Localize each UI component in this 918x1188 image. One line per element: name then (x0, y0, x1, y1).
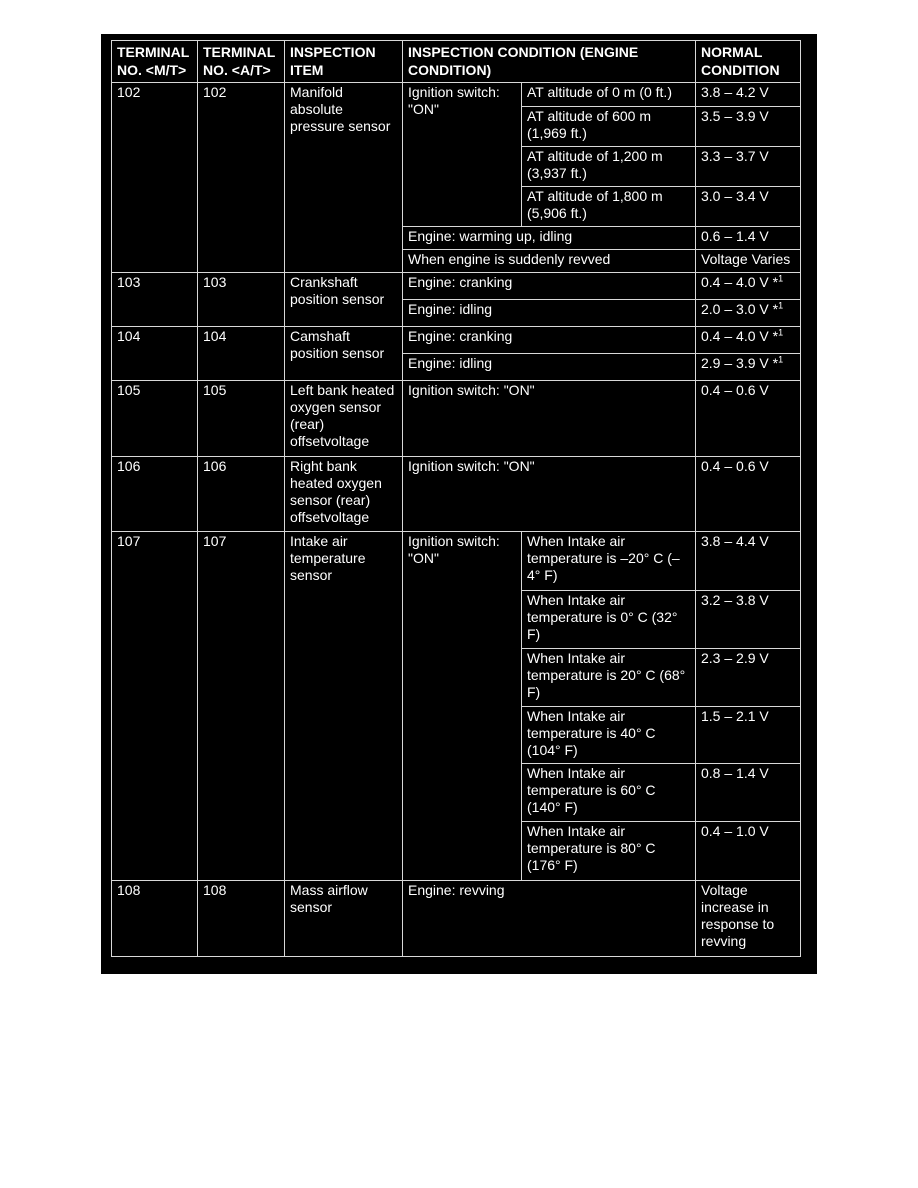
normal-value-cell: 3.0 – 3.4 V (696, 187, 801, 227)
terminal-mt-cell: 104 (112, 327, 198, 381)
terminal-at-cell: 104 (198, 327, 285, 381)
normal-value-cell: 0.8 – 1.4 V (696, 764, 801, 822)
inspection-condition-cell: When engine is suddenly revved (403, 250, 696, 273)
normal-value-cell: 1.5 – 2.1 V (696, 707, 801, 764)
terminal-mt-cell: 107 (112, 532, 198, 881)
terminal-mt-cell: 108 (112, 881, 198, 957)
normal-value-cell (696, 354, 801, 381)
inspection-item-cell: Right bank heated oxygen sensor (rear) offsetvoltage (285, 457, 403, 532)
table-row (112, 457, 801, 532)
table-header-row (112, 41, 801, 83)
inspection-item-cell: Mass airflow sensor (285, 881, 403, 957)
sub-condition-cell: When Intake air temperature is –20° C (–4° F) (522, 532, 696, 591)
footnote-marker: 1 (778, 354, 784, 365)
normal-value-text: 2.0 – 3.0 V * (701, 301, 779, 317)
normal-value-cell: 3.8 – 4.2 V (696, 83, 801, 107)
normal-value-text: 2.9 – 3.9 V * (701, 355, 779, 371)
terminal-at-cell: 108 (198, 881, 285, 957)
inspection-condition-cell: Ignition switch: "ON" (403, 457, 696, 532)
normal-value-cell (696, 300, 801, 327)
terminal-at-cell: 103 (198, 273, 285, 327)
normal-value-cell: 0.6 – 1.4 V (696, 227, 801, 250)
table-row (112, 83, 801, 107)
normal-value-cell: 0.4 – 0.6 V (696, 381, 801, 457)
terminal-at-cell: 107 (198, 532, 285, 881)
inspection-item-cell: Manifold absolute pressure sensor (285, 83, 403, 273)
normal-value-cell: 3.5 – 3.9 V (696, 107, 801, 147)
inspection-condition-cell: Ignition switch: "ON" (403, 532, 522, 881)
sub-condition-cell: When Intake air temperature is 0° C (32° F) (522, 591, 696, 649)
inspection-condition-cell: Engine: idling (403, 354, 696, 381)
normal-value-cell (696, 327, 801, 354)
sub-condition-cell: AT altitude of 1,200 m (3,937 ft.) (522, 147, 696, 187)
inspection-item-cell: Camshaft position sensor (285, 327, 403, 381)
terminal-inspection-table (111, 40, 801, 957)
terminal-mt-cell: 103 (112, 273, 198, 327)
header-terminal-mt: TERMINAL NO. <M/T> (112, 41, 198, 83)
inspection-condition-cell: Engine: cranking (403, 273, 696, 300)
footnote-marker: 1 (778, 300, 784, 311)
normal-value-cell: 0.4 – 0.6 V (696, 457, 801, 532)
normal-value-cell: Voltage Varies (696, 250, 801, 273)
inspection-item-cell: Crankshaft position sensor (285, 273, 403, 327)
sub-condition-cell: When Intake air temperature is 40° C (104° F) (522, 707, 696, 764)
terminal-mt-cell: 102 (112, 83, 198, 273)
inspection-condition-cell: Engine: cranking (403, 327, 696, 354)
terminal-mt-cell: 106 (112, 457, 198, 532)
inspection-condition-cell: Ignition switch: "ON" (403, 83, 522, 227)
sub-condition-cell: AT altitude of 600 m (1,969 ft.) (522, 107, 696, 147)
inspection-condition-cell: Ignition switch: "ON" (403, 381, 696, 457)
table-row (112, 881, 801, 957)
sub-condition-cell: When Intake air temperature is 60° C (140° F) (522, 764, 696, 822)
normal-value-cell: 2.3 – 2.9 V (696, 649, 801, 707)
inspection-condition-cell: Engine: idling (403, 300, 696, 327)
normal-value-cell: Voltage increase in response to revving (696, 881, 801, 957)
table-row (112, 381, 801, 457)
terminal-at-cell: 102 (198, 83, 285, 273)
terminal-at-cell: 105 (198, 381, 285, 457)
terminal-at-cell: 106 (198, 457, 285, 532)
header-inspection-item: INSPECTION ITEM (285, 41, 403, 83)
header-normal-condition: NORMAL CONDITION (696, 41, 801, 83)
sub-condition-cell: AT altitude of 0 m (0 ft.) (522, 83, 696, 107)
inspection-item-cell: Left bank heated oxygen sensor (rear) offsetvoltage (285, 381, 403, 457)
table-row (112, 273, 801, 300)
normal-value-cell: 3.8 – 4.4 V (696, 532, 801, 591)
normal-value-cell: 3.3 – 3.7 V (696, 147, 801, 187)
normal-value-cell: 3.2 – 3.8 V (696, 591, 801, 649)
sub-condition-cell: When Intake air temperature is 80° C (176° F) (522, 822, 696, 881)
terminal-mt-cell: 105 (112, 381, 198, 457)
normal-value-cell (696, 273, 801, 300)
normal-value-text: 0.4 – 4.0 V * (701, 328, 779, 344)
normal-value-cell: 0.4 – 1.0 V (696, 822, 801, 881)
inspection-condition-cell: Engine: warming up, idling (403, 227, 696, 250)
header-inspection-condition: INSPECTION CONDITION (ENGINE CONDITION) (403, 41, 696, 83)
header-terminal-at: TERMINAL NO. <A/T> (198, 41, 285, 83)
inspection-item-cell: Intake air temperature sensor (285, 532, 403, 881)
sub-condition-cell: When Intake air temperature is 20° C (68° F) (522, 649, 696, 707)
table-row (112, 327, 801, 354)
footnote-marker: 1 (778, 327, 784, 338)
sub-condition-cell: AT altitude of 1,800 m (5,906 ft.) (522, 187, 696, 227)
normal-value-text: 0.4 – 4.0 V * (701, 274, 779, 290)
table-row (112, 532, 801, 591)
footnote-marker: 1 (778, 273, 784, 284)
inspection-condition-cell: Engine: revving (403, 881, 696, 957)
